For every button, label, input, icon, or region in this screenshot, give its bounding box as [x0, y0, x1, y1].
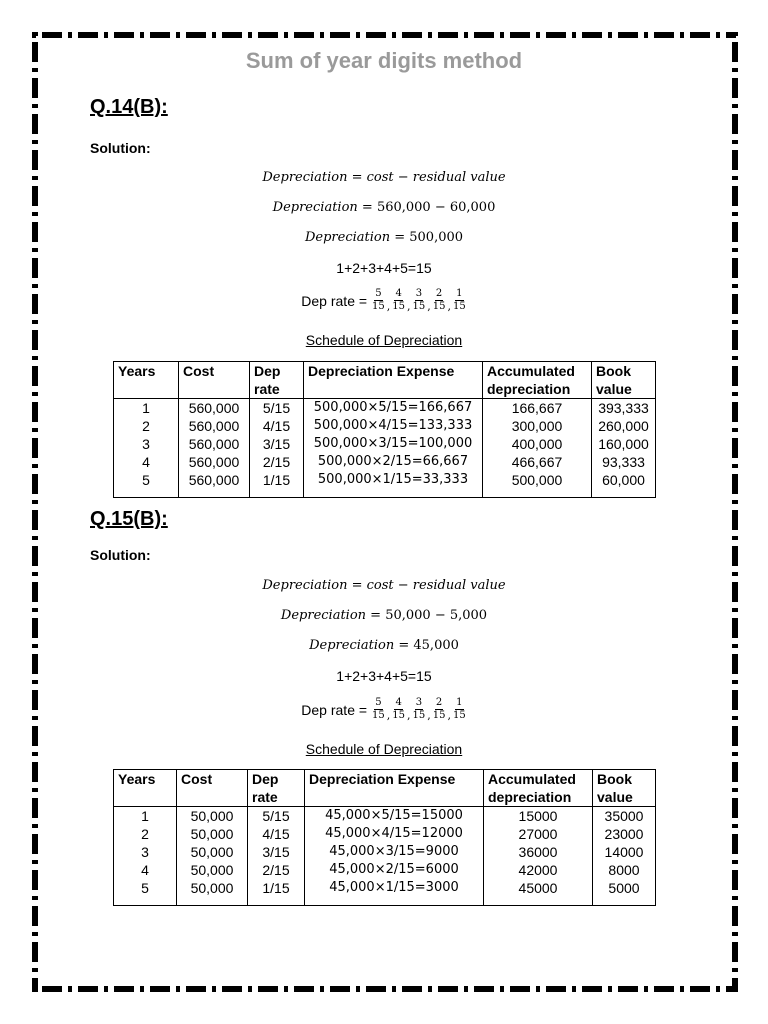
table-cell: 500,000×1/15=33,333 [304, 471, 483, 489]
table-row [114, 471, 656, 489]
q15-fraction: $\frac{3}{15}$ [412, 697, 426, 721]
table-cell: 45,000×3/15=9000 [305, 843, 484, 861]
table-cell: 45,000×2/15=6000 [305, 861, 484, 879]
table-row [114, 435, 656, 453]
page-title: Sum of year digits method [245, 48, 523, 73]
table-cell: 560,000 [179, 471, 250, 489]
q15-fraction: $\frac{4}{15}$ [392, 697, 406, 721]
table-cell: 5000 [593, 879, 656, 897]
q15-solution-label: Solution: [90, 547, 151, 563]
table-cell: 466,667 [483, 453, 592, 471]
table-cell: 400,000 [483, 435, 592, 453]
table-row [114, 825, 656, 843]
q14-solution-label: Solution: [90, 140, 151, 156]
q14-depreciation-table [113, 361, 656, 498]
table-cell: 35000 [593, 807, 656, 826]
table-cell: 4 [114, 453, 179, 471]
table-cell: 3 [114, 435, 179, 453]
table-row [114, 843, 656, 861]
table-cell: 500,000×2/15=66,667 [304, 453, 483, 471]
table-cell: 560,000 [179, 435, 250, 453]
col-header: Book value [592, 362, 656, 399]
table-cell: 1 [114, 399, 179, 418]
table-cell: 500,000×4/15=133,333 [304, 417, 483, 435]
table-cell: 4/15 [250, 417, 304, 435]
table-cell: 50,000 [177, 807, 248, 826]
q14-schedule-title: Schedule of Depreciation [305, 332, 463, 348]
col-header: Years [114, 770, 177, 807]
q14-equation-2: Depreciation = 560,000 − 60,000 [272, 200, 496, 215]
q14-fraction: $\frac{3}{15}$ [412, 288, 426, 312]
table-cell: 50,000 [177, 879, 248, 897]
table-cell: 45,000×4/15=12000 [305, 825, 484, 843]
table-row [114, 453, 656, 471]
col-header: Accumulated depreciation [484, 770, 593, 807]
col-header: Book value [593, 770, 656, 807]
page-border-bottom [32, 986, 736, 992]
q15-dep-rate: Dep rate = $\frac{5}{15}$ , $\frac{4}{15}$ , $\frac{3}{15}$ , $\frac{2}{15}$ , $\frac{1}{15}$ [301, 697, 466, 722]
q15-equation-2: Depreciation = 50,000 − 5,000 [280, 608, 488, 623]
q14-fraction: $\frac{4}{15}$ [392, 288, 406, 312]
q15-fraction: $\frac{5}{15}$ [372, 697, 385, 721]
q14-equation-3: Depreciation = 500,000 [304, 230, 464, 245]
table-cell: 60,000 [592, 471, 656, 489]
table-cell: 3/15 [248, 843, 305, 861]
table-cell: 42000 [484, 861, 593, 879]
table-cell: 14000 [593, 843, 656, 861]
q15-fraction: $\frac{1}{15}$ [452, 697, 466, 721]
table-cell: 500,000×5/15=166,667 [304, 399, 483, 418]
table-cell: 15000 [484, 807, 593, 826]
table-cell: 2 [114, 825, 177, 843]
table-cell: 2/15 [248, 861, 305, 879]
col-header: Dep rate [250, 362, 304, 399]
table-cell: 8000 [593, 861, 656, 879]
table-cell: 4 [114, 861, 177, 879]
table-cell: 50,000 [177, 861, 248, 879]
table-cell: 4/15 [248, 825, 305, 843]
col-header: Cost [177, 770, 248, 807]
q14-heading: Q.14(B): [90, 96, 168, 118]
q14-sum: 1+2+3+4+5=15 [336, 260, 432, 276]
table-cell: 560,000 [179, 417, 250, 435]
table-cell: 500,000×3/15=100,000 [304, 435, 483, 453]
table-cell: 3/15 [250, 435, 304, 453]
table-cell: 2 [114, 417, 179, 435]
q14-fraction: $\frac{5}{15}$ [372, 288, 385, 312]
q15-schedule-title: Schedule of Depreciation [305, 741, 463, 757]
page-border-top [32, 32, 736, 38]
q15-heading: Q.15(B): [90, 508, 168, 530]
table-cell: 393,333 [592, 399, 656, 418]
table-cell: 36000 [484, 843, 593, 861]
q14-fraction: $\frac{2}{15}$ [432, 288, 446, 312]
q15-depreciation-table [113, 769, 656, 906]
table-cell: 93,333 [592, 453, 656, 471]
table-row [114, 861, 656, 879]
table-cell: 1 [114, 807, 177, 826]
table-cell: 1/15 [248, 879, 305, 897]
table-cell: 45,000×1/15=3000 [305, 879, 484, 897]
table-row [114, 879, 656, 897]
table-row [114, 807, 656, 826]
col-header: Dep rate [248, 770, 305, 807]
col-header: Cost [179, 362, 250, 399]
q14-fraction: $\frac{1}{15}$ [452, 288, 466, 312]
q15-fraction: $\frac{2}{15}$ [432, 697, 446, 721]
table-cell: 3 [114, 843, 177, 861]
table-row [114, 417, 656, 435]
col-header: Years [114, 362, 179, 399]
table-cell: 1/15 [250, 471, 304, 489]
q15-equation-1: Depreciation = cost − residual value [262, 578, 506, 593]
q14-equation-1: Depreciation = cost − residual value [262, 170, 506, 185]
table-cell: 500,000 [483, 471, 592, 489]
table-cell: 5 [114, 879, 177, 897]
col-header: Accumulated depreciation [483, 362, 592, 399]
q15-equation-3: Depreciation = 45,000 [309, 638, 459, 653]
q14-dep-rate: Dep rate = $\frac{5}{15}$ , $\frac{4}{15}$ , $\frac{3}{15}$ , $\frac{2}{15}$ , $\frac{1}{15}$ [301, 288, 466, 313]
table-cell: 5/15 [248, 807, 305, 826]
col-header: Depreciation Expense [305, 770, 484, 807]
table-cell: 2/15 [250, 453, 304, 471]
table-cell: 27000 [484, 825, 593, 843]
table-cell: 260,000 [592, 417, 656, 435]
table-spacer-row [114, 897, 656, 906]
table-spacer-row [114, 489, 656, 498]
q15-sum: 1+2+3+4+5=15 [336, 668, 432, 684]
table-header-row [114, 770, 656, 807]
table-cell: 560,000 [179, 399, 250, 418]
table-cell: 300,000 [483, 417, 592, 435]
table-cell: 160,000 [592, 435, 656, 453]
table-cell: 560,000 [179, 453, 250, 471]
table-header-row [114, 362, 656, 399]
col-header: Depreciation Expense [304, 362, 483, 399]
table-cell: 50,000 [177, 825, 248, 843]
table-cell: 166,667 [483, 399, 592, 418]
table-cell: 45000 [484, 879, 593, 897]
table-cell: 23000 [593, 825, 656, 843]
table-cell: 50,000 [177, 843, 248, 861]
table-row [114, 399, 656, 418]
table-cell: 45,000×5/15=15000 [305, 807, 484, 826]
table-cell: 5/15 [250, 399, 304, 418]
table-cell: 5 [114, 471, 179, 489]
